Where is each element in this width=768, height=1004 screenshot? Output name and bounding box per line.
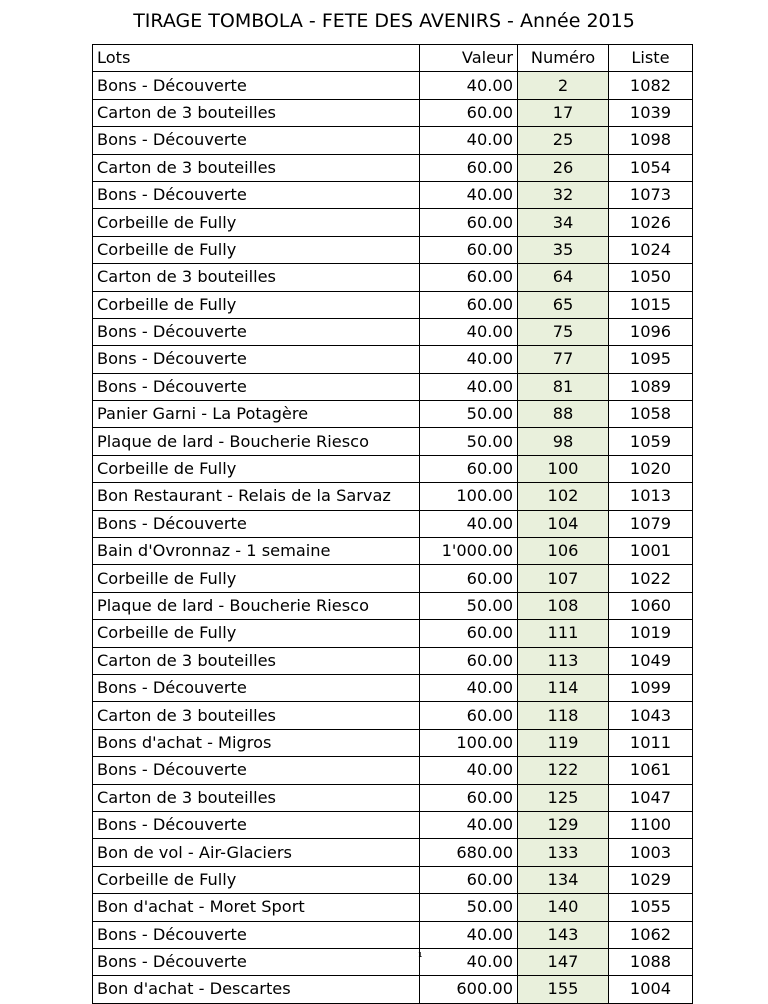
lot-cell: Plaque de lard - Boucherie Riesco <box>93 592 420 619</box>
valeur-cell: 40.00 <box>420 510 518 537</box>
table-row <box>93 401 693 428</box>
lot-cell: Carton de 3 bouteilles <box>93 702 420 729</box>
lot-cell: Bons - Découverte <box>93 674 420 701</box>
valeur-cell: 50.00 <box>420 592 518 619</box>
table-row <box>93 948 693 975</box>
numero-cell: 64 <box>518 264 609 291</box>
header-liste: Liste <box>609 45 693 72</box>
table-row <box>93 757 693 784</box>
lot-cell: Carton de 3 bouteilles <box>93 154 420 181</box>
valeur-cell: 40.00 <box>420 72 518 99</box>
valeur-cell: 40.00 <box>420 674 518 701</box>
numero-cell: 147 <box>518 948 609 975</box>
lot-cell: Carton de 3 bouteilles <box>93 784 420 811</box>
numero-cell: 104 <box>518 510 609 537</box>
numero-cell: 119 <box>518 729 609 756</box>
liste-cell: 1054 <box>609 154 693 181</box>
valeur-cell: 40.00 <box>420 811 518 838</box>
liste-cell: 1060 <box>609 592 693 619</box>
lot-cell: Carton de 3 bouteilles <box>93 99 420 126</box>
valeur-cell: 60.00 <box>420 647 518 674</box>
valeur-cell: 60.00 <box>420 99 518 126</box>
liste-cell: 1088 <box>609 948 693 975</box>
lot-cell: Bon d'achat - Descartes <box>93 976 420 1003</box>
liste-cell: 1015 <box>609 291 693 318</box>
liste-cell: 1001 <box>609 538 693 565</box>
liste-cell: 1059 <box>609 428 693 455</box>
liste-cell: 1050 <box>609 264 693 291</box>
table-row <box>93 428 693 455</box>
numero-cell: 34 <box>518 209 609 236</box>
page-number: 1 <box>418 951 423 959</box>
lot-cell: Bons - Découverte <box>93 72 420 99</box>
lot-cell: Bons - Découverte <box>93 373 420 400</box>
header-lots: Lots <box>93 45 420 72</box>
valeur-cell: 40.00 <box>420 921 518 948</box>
table-row <box>93 866 693 893</box>
lot-cell: Bons - Découverte <box>93 921 420 948</box>
numero-cell: 26 <box>518 154 609 181</box>
table-row <box>93 72 693 99</box>
table-row <box>93 99 693 126</box>
header-numero: Numéro <box>518 45 609 72</box>
valeur-cell: 60.00 <box>420 620 518 647</box>
numero-cell: 108 <box>518 592 609 619</box>
liste-cell: 1061 <box>609 757 693 784</box>
valeur-cell: 1'000.00 <box>420 538 518 565</box>
valeur-cell: 40.00 <box>420 181 518 208</box>
liste-cell: 1099 <box>609 674 693 701</box>
liste-cell: 1011 <box>609 729 693 756</box>
table-row <box>93 455 693 482</box>
table-row <box>93 647 693 674</box>
table-row <box>93 264 693 291</box>
lot-cell: Bons - Découverte <box>93 811 420 838</box>
liste-cell: 1089 <box>609 373 693 400</box>
liste-cell: 1079 <box>609 510 693 537</box>
numero-cell: 77 <box>518 346 609 373</box>
table-row <box>93 784 693 811</box>
valeur-cell: 680.00 <box>420 839 518 866</box>
valeur-cell: 40.00 <box>420 318 518 345</box>
lot-cell: Bons - Découverte <box>93 346 420 373</box>
valeur-cell: 60.00 <box>420 565 518 592</box>
table-row <box>93 236 693 263</box>
liste-cell: 1004 <box>609 976 693 1003</box>
liste-cell: 1073 <box>609 181 693 208</box>
numero-cell: 17 <box>518 99 609 126</box>
lot-cell: Bons d'achat - Migros <box>93 729 420 756</box>
lot-cell: Bons - Découverte <box>93 948 420 975</box>
lot-cell: Carton de 3 bouteilles <box>93 264 420 291</box>
numero-cell: 113 <box>518 647 609 674</box>
liste-cell: 1020 <box>609 455 693 482</box>
liste-cell: 1098 <box>609 127 693 154</box>
liste-cell: 1026 <box>609 209 693 236</box>
numero-cell: 2 <box>518 72 609 99</box>
numero-cell: 32 <box>518 181 609 208</box>
table-row <box>93 976 693 1003</box>
lot-cell: Bons - Découverte <box>93 127 420 154</box>
valeur-cell: 50.00 <box>420 894 518 921</box>
table-row <box>93 318 693 345</box>
valeur-cell: 40.00 <box>420 948 518 975</box>
lot-cell: Bon d'achat - Moret Sport <box>93 894 420 921</box>
page-title: TIRAGE TOMBOLA - FETE DES AVENIRS - Année 2015 <box>133 10 635 32</box>
numero-cell: 100 <box>518 455 609 482</box>
table-row <box>93 291 693 318</box>
liste-cell: 1022 <box>609 565 693 592</box>
liste-cell: 1043 <box>609 702 693 729</box>
valeur-cell: 40.00 <box>420 127 518 154</box>
lot-cell: Corbeille de Fully <box>93 620 420 647</box>
liste-cell: 1019 <box>609 620 693 647</box>
table-row <box>93 510 693 537</box>
numero-cell: 140 <box>518 894 609 921</box>
valeur-cell: 600.00 <box>420 976 518 1003</box>
lot-cell: Bain d'Ovronnaz - 1 semaine <box>93 538 420 565</box>
table-row <box>93 592 693 619</box>
valeur-cell: 100.00 <box>420 729 518 756</box>
table-row <box>93 674 693 701</box>
table-row <box>93 565 693 592</box>
table-header-row <box>93 45 693 72</box>
valeur-cell: 50.00 <box>420 401 518 428</box>
liste-cell: 1049 <box>609 647 693 674</box>
numero-cell: 125 <box>518 784 609 811</box>
valeur-cell: 50.00 <box>420 428 518 455</box>
liste-cell: 1039 <box>609 99 693 126</box>
liste-cell: 1058 <box>609 401 693 428</box>
lot-cell: Bons - Découverte <box>93 510 420 537</box>
numero-cell: 134 <box>518 866 609 893</box>
valeur-cell: 60.00 <box>420 702 518 729</box>
table-row <box>93 538 693 565</box>
lot-cell: Corbeille de Fully <box>93 209 420 236</box>
lots-table <box>92 44 693 1004</box>
numero-cell: 133 <box>518 839 609 866</box>
lot-cell: Bons - Découverte <box>93 318 420 345</box>
table-row <box>93 839 693 866</box>
table-row <box>93 811 693 838</box>
table-row <box>93 620 693 647</box>
valeur-cell: 60.00 <box>420 264 518 291</box>
numero-cell: 65 <box>518 291 609 318</box>
numero-cell: 106 <box>518 538 609 565</box>
table-row <box>93 154 693 181</box>
lot-cell: Corbeille de Fully <box>93 455 420 482</box>
table-row <box>93 702 693 729</box>
lot-cell: Bon Restaurant - Relais de la Sarvaz <box>93 483 420 510</box>
valeur-cell: 40.00 <box>420 757 518 784</box>
table-row <box>93 127 693 154</box>
numero-cell: 143 <box>518 921 609 948</box>
numero-cell: 155 <box>518 976 609 1003</box>
valeur-cell: 60.00 <box>420 784 518 811</box>
liste-cell: 1013 <box>609 483 693 510</box>
numero-cell: 35 <box>518 236 609 263</box>
numero-cell: 88 <box>518 401 609 428</box>
lot-cell: Carton de 3 bouteilles <box>93 647 420 674</box>
lot-cell: Plaque de lard - Boucherie Riesco <box>93 428 420 455</box>
lot-cell: Corbeille de Fully <box>93 866 420 893</box>
lot-cell: Corbeille de Fully <box>93 565 420 592</box>
table-row <box>93 181 693 208</box>
valeur-cell: 60.00 <box>420 209 518 236</box>
table-row <box>93 346 693 373</box>
liste-cell: 1024 <box>609 236 693 263</box>
table-row <box>93 729 693 756</box>
liste-cell: 1047 <box>609 784 693 811</box>
numero-cell: 129 <box>518 811 609 838</box>
lot-cell: Bons - Découverte <box>93 181 420 208</box>
numero-cell: 81 <box>518 373 609 400</box>
liste-cell: 1100 <box>609 811 693 838</box>
valeur-cell: 60.00 <box>420 291 518 318</box>
liste-cell: 1082 <box>609 72 693 99</box>
numero-cell: 118 <box>518 702 609 729</box>
numero-cell: 102 <box>518 483 609 510</box>
liste-cell: 1096 <box>609 318 693 345</box>
valeur-cell: 100.00 <box>420 483 518 510</box>
lot-cell: Corbeille de Fully <box>93 291 420 318</box>
table-row <box>93 209 693 236</box>
table-row <box>93 894 693 921</box>
liste-cell: 1003 <box>609 839 693 866</box>
table-row <box>93 483 693 510</box>
table-row <box>93 373 693 400</box>
table-row <box>93 921 693 948</box>
valeur-cell: 40.00 <box>420 346 518 373</box>
numero-cell: 75 <box>518 318 609 345</box>
valeur-cell: 60.00 <box>420 455 518 482</box>
numero-cell: 122 <box>518 757 609 784</box>
lot-cell: Bons - Découverte <box>93 757 420 784</box>
valeur-cell: 60.00 <box>420 236 518 263</box>
numero-cell: 114 <box>518 674 609 701</box>
liste-cell: 1029 <box>609 866 693 893</box>
numero-cell: 25 <box>518 127 609 154</box>
liste-cell: 1062 <box>609 921 693 948</box>
valeur-cell: 40.00 <box>420 373 518 400</box>
lot-cell: Bon de vol - Air-Glaciers <box>93 839 420 866</box>
valeur-cell: 60.00 <box>420 866 518 893</box>
numero-cell: 98 <box>518 428 609 455</box>
valeur-cell: 60.00 <box>420 154 518 181</box>
lot-cell: Corbeille de Fully <box>93 236 420 263</box>
liste-cell: 1095 <box>609 346 693 373</box>
header-valeur: Valeur <box>420 45 518 72</box>
lot-cell: Panier Garni - La Potagère <box>93 401 420 428</box>
numero-cell: 107 <box>518 565 609 592</box>
liste-cell: 1055 <box>609 894 693 921</box>
numero-cell: 111 <box>518 620 609 647</box>
